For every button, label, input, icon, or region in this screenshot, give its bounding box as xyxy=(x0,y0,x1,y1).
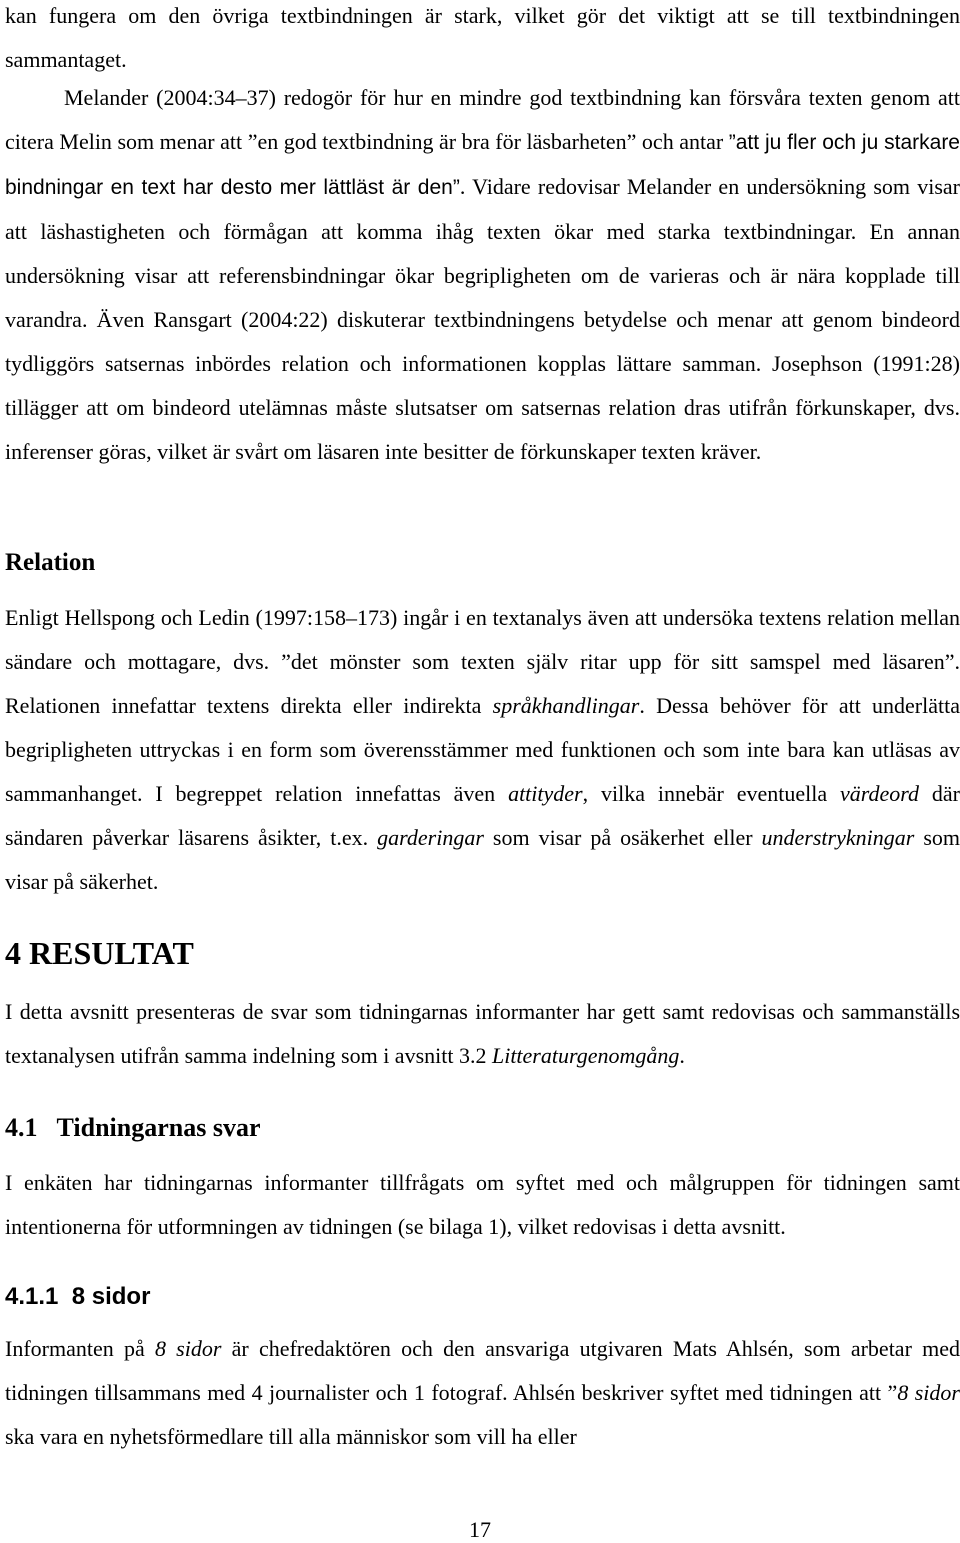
paragraph-text: En annan undersökning visar att referensbindningar ökar begripligheten om de varieras och är nära kopplade till varandra. Även Ransgart (2004:22) diskuterar textbindningens betydelse och menar att genom bindeord tydliggörs satsernas inbördes relation och informationen kopplas lättare samman. Josephson (1991:28) tillägger att om bindeord utelämnas måste slutsatser om satsernas relation dras utifrån förkunskaper, dvs. inferenser göras, vilket är svårt om läsaren inte besitter de förkunskaper texten kräver. xyxy=(5,219,960,464)
paragraph-text: I enkäten har tidningarnas informanter tillfrågats om syftet med och målgruppen för tidningen samt intentionerna för utformningen av tidningen (se bilaga 1), vilket redovisas i detta avsnitt. xyxy=(5,1170,960,1239)
paragraph-text: kan fungera om den övriga textbindningen är stark, vilket gör det viktigt att se till textbindningen sammantaget. xyxy=(5,3,960,72)
emphasis: språkhandlingar xyxy=(492,693,640,718)
paragraph-text: Enligt Hellspong och Ledin (1997:158–173) ingår i en textanalys även att undersöka textens relation mellan sändare och mottagare, dvs. ”det mönster som texten själv ritar upp för sitt samspel med läsaren”. Relationen innefattar textens direkta eller indirekta xyxy=(5,605,960,718)
emphasis: garderingar xyxy=(377,825,484,850)
emphasis: understrykningar xyxy=(761,825,915,850)
paragraph-text: som visar på säkerhet. xyxy=(5,825,960,894)
paragraph-intro xyxy=(5,0,960,82)
quote-sans: ”att ju fler och ju starkare bindningar en text har desto mer lättläst är den” xyxy=(5,131,960,199)
emphasis: 8 sidor xyxy=(897,1380,960,1405)
heading-8-sidor: 4.1.1 8 sidor xyxy=(5,1283,151,1310)
heading-resultat: 4 RESULTAT xyxy=(5,935,194,971)
paragraph-8-sidor xyxy=(5,1327,960,1459)
emphasis: attityder xyxy=(508,781,583,806)
paragraph-text: Melander (2004:34–37) redogör för hur en mindre god textbindning kan försvåra texten genom att citera Melin som menar att ”en god textbindning är bra för läsbarheten” och antar xyxy=(5,85,960,154)
emphasis: 8 sidor xyxy=(154,1336,222,1361)
emphasis: värdeord xyxy=(840,781,920,806)
paragraph-text: är chefredaktören och den ansvariga utgivaren Mats Ahlsén, som arbetar med tidningen tillsammans med 4 journalister och 1 fotograf. Ahlsén beskriver syftet med tidningen att ” xyxy=(5,1336,960,1405)
paragraph-text: . Dessa behöver för att underlätta begripligheten uttryckas i en form som överensstämmer med funktionen och som inte bara kan utläsas av sammanhanget. I begreppet relation innefattas även xyxy=(5,693,960,806)
heading-tidningarnas-svar: 4.1 Tidningarnas svar xyxy=(5,1113,261,1142)
paragraph-text: ska vara en nyhetsförmedlare till alla människor som vill ha eller xyxy=(5,1424,577,1449)
paragraph-relation xyxy=(5,596,960,904)
paragraph-melander xyxy=(5,76,960,474)
paragraph-text: Informanten på xyxy=(5,1336,155,1361)
heading-relation: Relation xyxy=(5,549,96,576)
paragraph-text: som visar på osäkerhet eller xyxy=(483,825,762,850)
paragraph-text: . xyxy=(679,1043,685,1068)
emphasis: Litteraturgenomgång xyxy=(491,1043,680,1068)
paragraph-text: , vilka innebär eventuella xyxy=(582,781,840,806)
paragraph-resultat xyxy=(5,990,960,1078)
paragraph-enkaten xyxy=(5,1161,960,1249)
page-number: 17 xyxy=(469,1517,491,1542)
paragraph-text: . Vidare redovisar Melander en undersökning som visar att läshastigheten och förmågan att komma ihåg texten ökar med starka textbindningar. xyxy=(5,174,960,244)
paragraph-text: där sändaren påverkar läsarens åsikter, t.ex. xyxy=(5,781,960,850)
paragraph-text: I detta avsnitt presenteras de svar som tidningarnas informanter har gett samt redovisas och sammanställs textanalysen utifrån samma indelning som i avsnitt 3.2 xyxy=(5,999,960,1068)
